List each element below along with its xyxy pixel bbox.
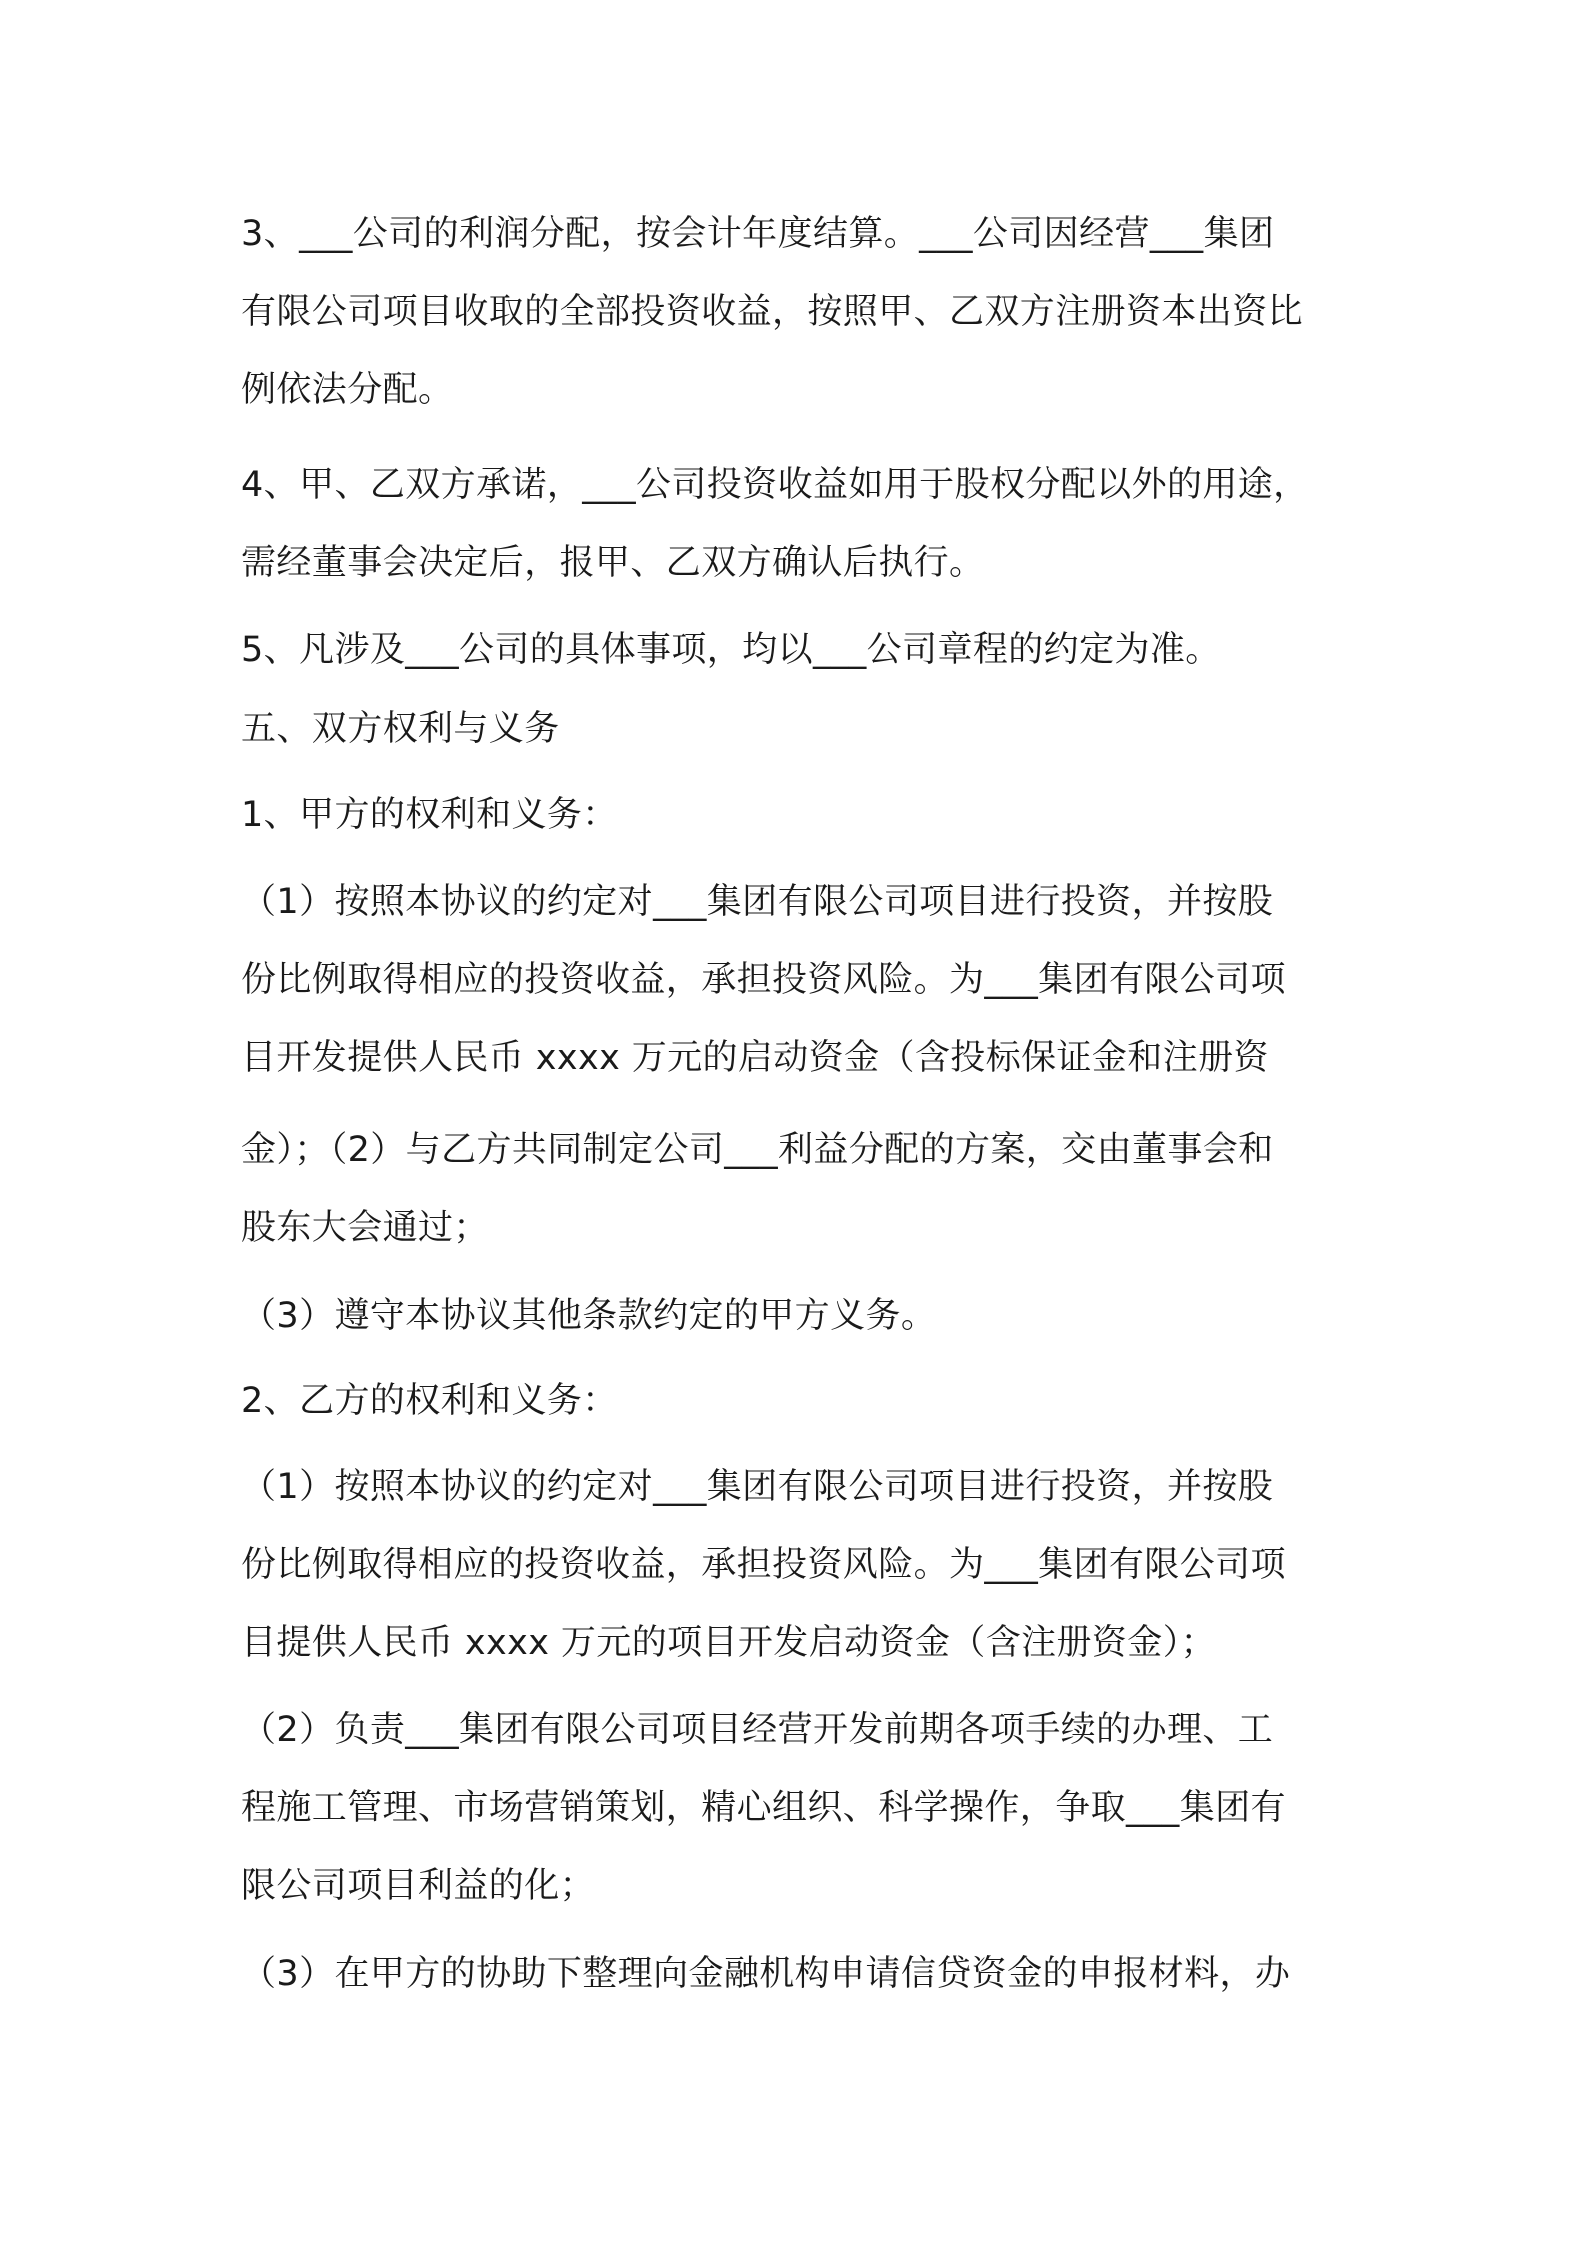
subsection-party-b-heading: 2、乙方的权利和义务： [241, 1381, 618, 1421]
party-b-item-2-line-1: （2）负责___集团有限公司项目经营开发前期各项手续的办理、工 [241, 1710, 1274, 1750]
paragraph-3-line-1: 3、___公司的利润分配，按会计年度结算。___公司因经营___集团 [241, 214, 1275, 254]
party-a-item-1-line-3: 目开发提供人民币 xxxx 万元的启动资金（含投标保证金和注册资 [241, 1038, 1269, 1078]
party-b-item-1-line-3: 目提供人民币 xxxx 万元的项目开发启动资金（含注册资金）； [241, 1623, 1217, 1663]
party-b-item-1-line-1: （1）按照本协议的约定对___集团有限公司项目进行投资，并按股 [241, 1467, 1274, 1507]
paragraph-4-line-1: 4、甲、乙双方承诺，___公司投资收益如用于股权分配以外的用途， [241, 465, 1309, 505]
party-a-item-1-line-4: 金）；（2）与乙方共同制定公司___利益分配的方案，交由董事会和 [241, 1130, 1274, 1170]
party-b-item-1-line-2: 份比例取得相应的投资收益，承担投资风险。为___集团有限公司项 [241, 1545, 1286, 1585]
party-b-item-2-line-3: 限公司项目利益的化； [241, 1866, 596, 1906]
party-a-item-1-line-2: 份比例取得相应的投资收益，承担投资风险。为___集团有限公司项 [241, 960, 1286, 1000]
subsection-party-a-heading: 1、甲方的权利和义务： [241, 795, 618, 835]
party-b-item-2-line-2: 程施工管理、市场营销策划，精心组织、科学操作，争取___集团有 [241, 1788, 1286, 1828]
party-a-item-3: （3）遵守本协议其他条款约定的甲方义务。 [241, 1296, 937, 1336]
paragraph-4-line-2: 需经董事会决定后，报甲、乙双方确认后执行。 [241, 543, 985, 583]
paragraph-3-line-2: 有限公司项目收取的全部投资收益，按照甲、乙双方注册资本出资比 [241, 292, 1304, 332]
paragraph-3-line-3: 例依法分配。 [241, 370, 454, 410]
party-a-item-2-line-2: 股东大会通过； [241, 1208, 489, 1248]
party-b-item-3-line-1: （3）在甲方的协助下整理向金融机构申请信贷资金的申报材料，办 [241, 1954, 1291, 1994]
section-heading-5: 五、双方权利与义务 [241, 709, 560, 749]
paragraph-5-line-1: 5、凡涉及___公司的具体事项，均以___公司章程的约定为准。 [241, 630, 1221, 670]
party-a-item-1-line-1: （1）按照本协议的约定对___集团有限公司项目进行投资，并按股 [241, 882, 1274, 922]
